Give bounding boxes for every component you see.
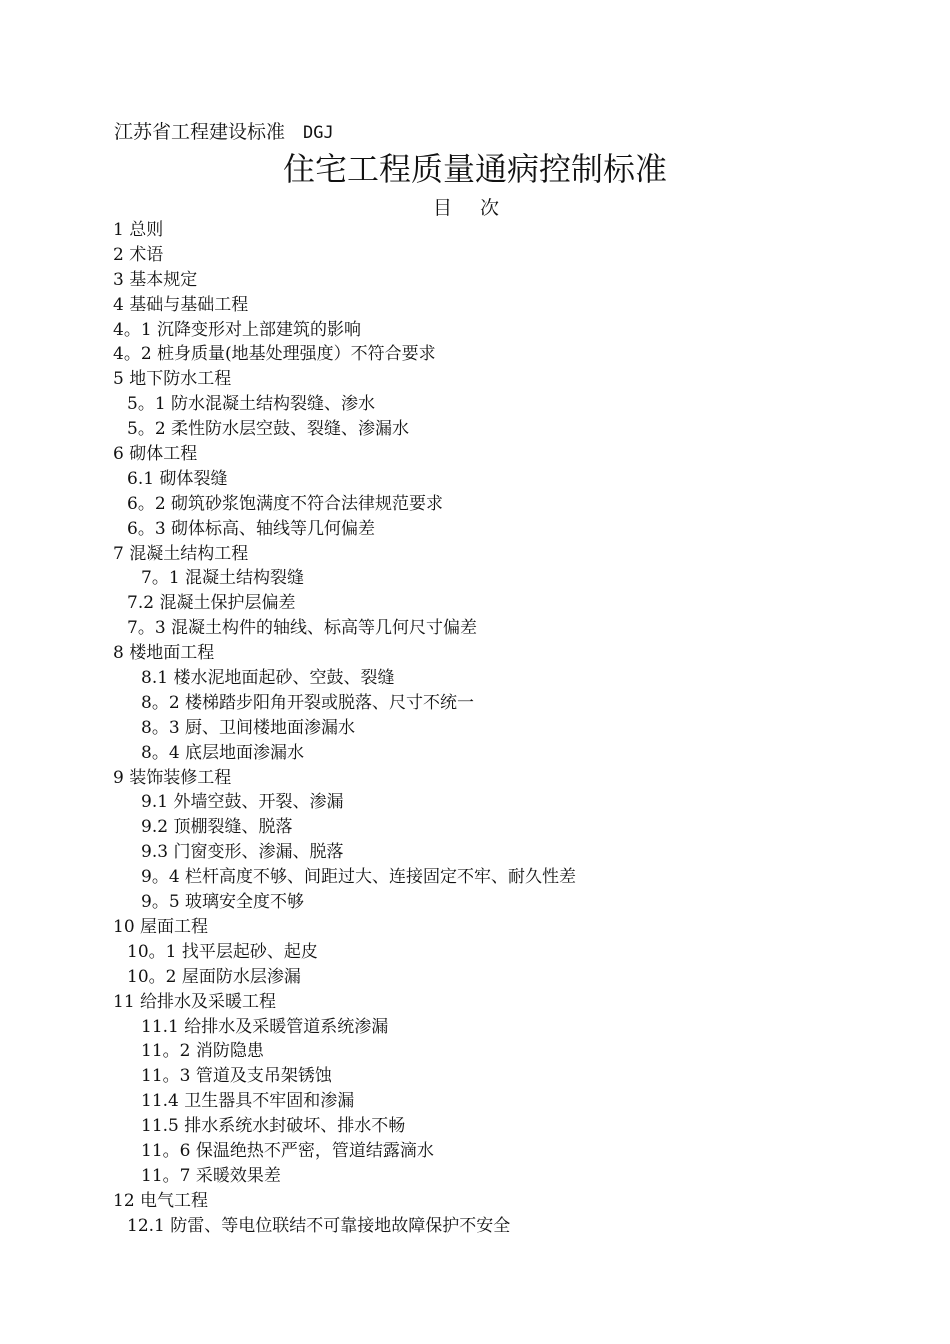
toc-entry: 4。2 桩身质量(地基处理强度）不符合要求: [113, 344, 436, 365]
toc-entry: 8。2 楼梯踏步阳角开裂或脱落、尺寸不统一: [141, 692, 475, 713]
toc-entry: 6 砌体工程: [113, 444, 198, 465]
toc-entry: 11 给排水及采暖工程: [113, 991, 277, 1012]
toc-entry: 1 总则: [113, 220, 164, 240]
toc-entry: 10 屋面工程: [113, 916, 209, 937]
table-of-contents: [113, 218, 576, 1239]
toc-entry: 8.1 楼水泥地面起砂、空鼓、裂缝: [141, 668, 395, 689]
toc-entry: 7。3 混凝土构件的轴线、标高等几何尺寸偏差: [127, 618, 478, 639]
toc-entry: 6。2 砌筑砂浆饱满度不符合法律规范要求: [127, 493, 444, 514]
toc-entry: 8。3 厨、卫间楼地面渗漏水: [141, 717, 356, 738]
toc-entry: 7 混凝土结构工程: [113, 543, 249, 564]
document-title: 住宅工程质量通病控制标准: [282, 150, 667, 188]
toc-entry: 9 装饰装修工程: [113, 767, 232, 788]
toc-entry: 5。1 防水混凝土结构裂缝、渗水: [127, 394, 376, 415]
toc-entry: 11。3 管道及支吊架锈蚀: [141, 1066, 332, 1087]
toc-entry: 4 基础与基础工程: [113, 294, 249, 315]
standard-code: DGJ: [303, 123, 334, 143]
toc-entry: 9。4 栏杆高度不够、间距过大、连接固定不牢、耐久性差: [141, 867, 577, 888]
toc-entry: 5。2 柔性防水层空鼓、裂缝、渗漏水: [127, 419, 410, 440]
toc-entry: 2 术语: [113, 244, 164, 265]
toc-heading: 目次: [432, 197, 527, 219]
toc-entry: 9。5 玻璃安全度不够: [141, 892, 305, 913]
toc-entry: 10。2 屋面防水层渗漏: [127, 966, 301, 987]
toc-entry: 9.3 门窗变形、渗漏、脱落: [141, 842, 344, 863]
toc-entry: 11.4 卫生器具不牢固和渗漏: [141, 1091, 355, 1112]
standard-series: 江苏省工程建设标准: [114, 121, 286, 143]
toc-entry: 11.5 排水系统水封破坏、排水不畅: [141, 1116, 406, 1137]
toc-entry: 3 基本规定: [113, 269, 198, 290]
toc-entry: 6。3 砌体标高、轴线等几何偏差: [127, 518, 376, 539]
toc-entry: 11。2 消防隐患: [141, 1041, 264, 1062]
toc-entry: 12.1 防雷、等电位联结不可靠接地故障保护不安全: [127, 1215, 511, 1236]
toc-entry: 6.1 砌体裂缝: [127, 468, 228, 489]
toc-entry: 11。6 保温绝热不严密，管道结露滴水: [141, 1140, 434, 1161]
toc-entry: 7。1 混凝土结构裂缝: [141, 568, 305, 589]
toc-entry: 8。4 底层地面渗漏水: [141, 742, 305, 763]
toc-entry: 8 楼地面工程: [113, 643, 215, 664]
toc-entry: 4。1 沉降变形对上部建筑的影响: [113, 319, 362, 340]
toc-entry: 7.2 混凝土保护层偏差: [127, 593, 296, 614]
toc-entry: 9.2 顶棚裂缝、脱落: [141, 817, 293, 838]
toc-entry: 12 电气工程: [113, 1190, 209, 1211]
toc-entry: 10。1 找平层起砂、起皮: [127, 941, 318, 962]
toc-entry: 5 地下防水工程: [113, 369, 232, 390]
toc-entry: 9.1 外墙空鼓、开裂、渗漏: [141, 792, 344, 813]
toc-entry: 11.1 给排水及采暖管道系统渗漏: [141, 1016, 389, 1037]
standard-series-line: [114, 120, 334, 145]
toc-entry: 11。7 采暖效果差: [141, 1165, 281, 1186]
